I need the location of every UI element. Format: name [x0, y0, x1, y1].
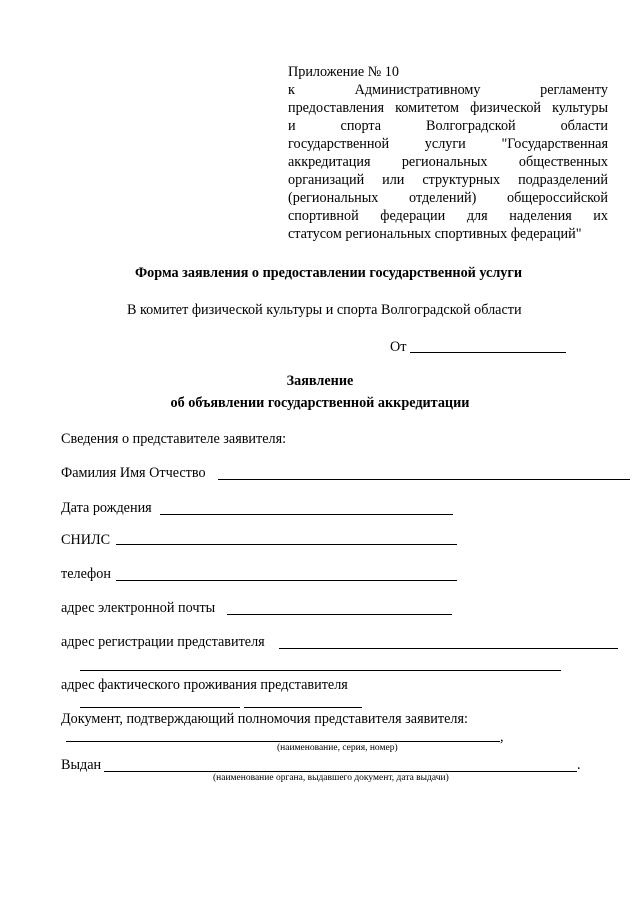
issued-field[interactable] [104, 771, 577, 772]
actual-address-field[interactable] [80, 707, 240, 708]
appendix-block [288, 63, 608, 243]
appendix-line: предоставления комитетом физической культуры [288, 100, 608, 116]
registration-address-field[interactable] [279, 648, 618, 649]
actual-address-field-continued[interactable] [244, 707, 362, 708]
email-label: адрес электронной почты [61, 600, 216, 616]
birth-date-label: Дата рождения [61, 500, 152, 516]
document-field[interactable] [66, 741, 500, 742]
appendix-line: организаций или структурных подразделений [288, 172, 608, 188]
document-hint: (наименование, серия, номер) [277, 743, 398, 753]
snils-field[interactable] [116, 544, 457, 545]
issued-label: Выдан [61, 757, 102, 773]
document-label: Документ, подтверждающий полномочия представителя заявителя: [61, 711, 468, 727]
full-name-label: Фамилия Имя Отчество [61, 465, 206, 481]
issued-hint: (наименование органа, выдавшего документ, дата выдачи) [213, 773, 449, 783]
full-name-field[interactable] [218, 479, 630, 480]
appendix-line: и спорта Волгоградской области [288, 118, 608, 134]
phone-label: телефон [61, 566, 111, 582]
appendix-line: аккредитация региональных общественных [288, 154, 608, 170]
registration-address-field-continued[interactable] [80, 670, 561, 671]
phone-field[interactable] [116, 580, 457, 581]
addressee: В комитет физической культуры и спорта Волгоградской области [127, 302, 522, 318]
appendix-line: спортивной федерации для наделения их [288, 208, 608, 224]
appendix-line: к Административному регламенту [288, 82, 608, 98]
appendix-line: статусом региональных спортивных федераций" [288, 226, 582, 242]
email-field[interactable] [227, 614, 452, 615]
issued-period: . [577, 757, 581, 773]
snils-label: СНИЛС [61, 532, 111, 548]
from-label: От [390, 339, 407, 355]
document-comma: , [500, 729, 504, 745]
appendix-line: Приложение № 10 [288, 64, 399, 80]
statement-title: Заявление [286, 373, 354, 389]
form-title: Форма заявления о предоставлении государственной услуги [135, 265, 523, 281]
appendix-line: (региональных отделений) общероссийской [288, 190, 608, 206]
registration-address-label: адрес регистрации представителя [61, 634, 265, 650]
statement-subtitle: об объявлении государственной аккредитации [170, 395, 470, 411]
actual-address-label: адрес фактического проживания представителя [61, 677, 348, 693]
birth-date-field[interactable] [160, 514, 453, 515]
from-input-line[interactable] [410, 352, 566, 353]
appendix-line: государственной услуги "Государственная [288, 136, 608, 152]
representative-heading: Сведения о представителе заявителя: [61, 431, 287, 447]
